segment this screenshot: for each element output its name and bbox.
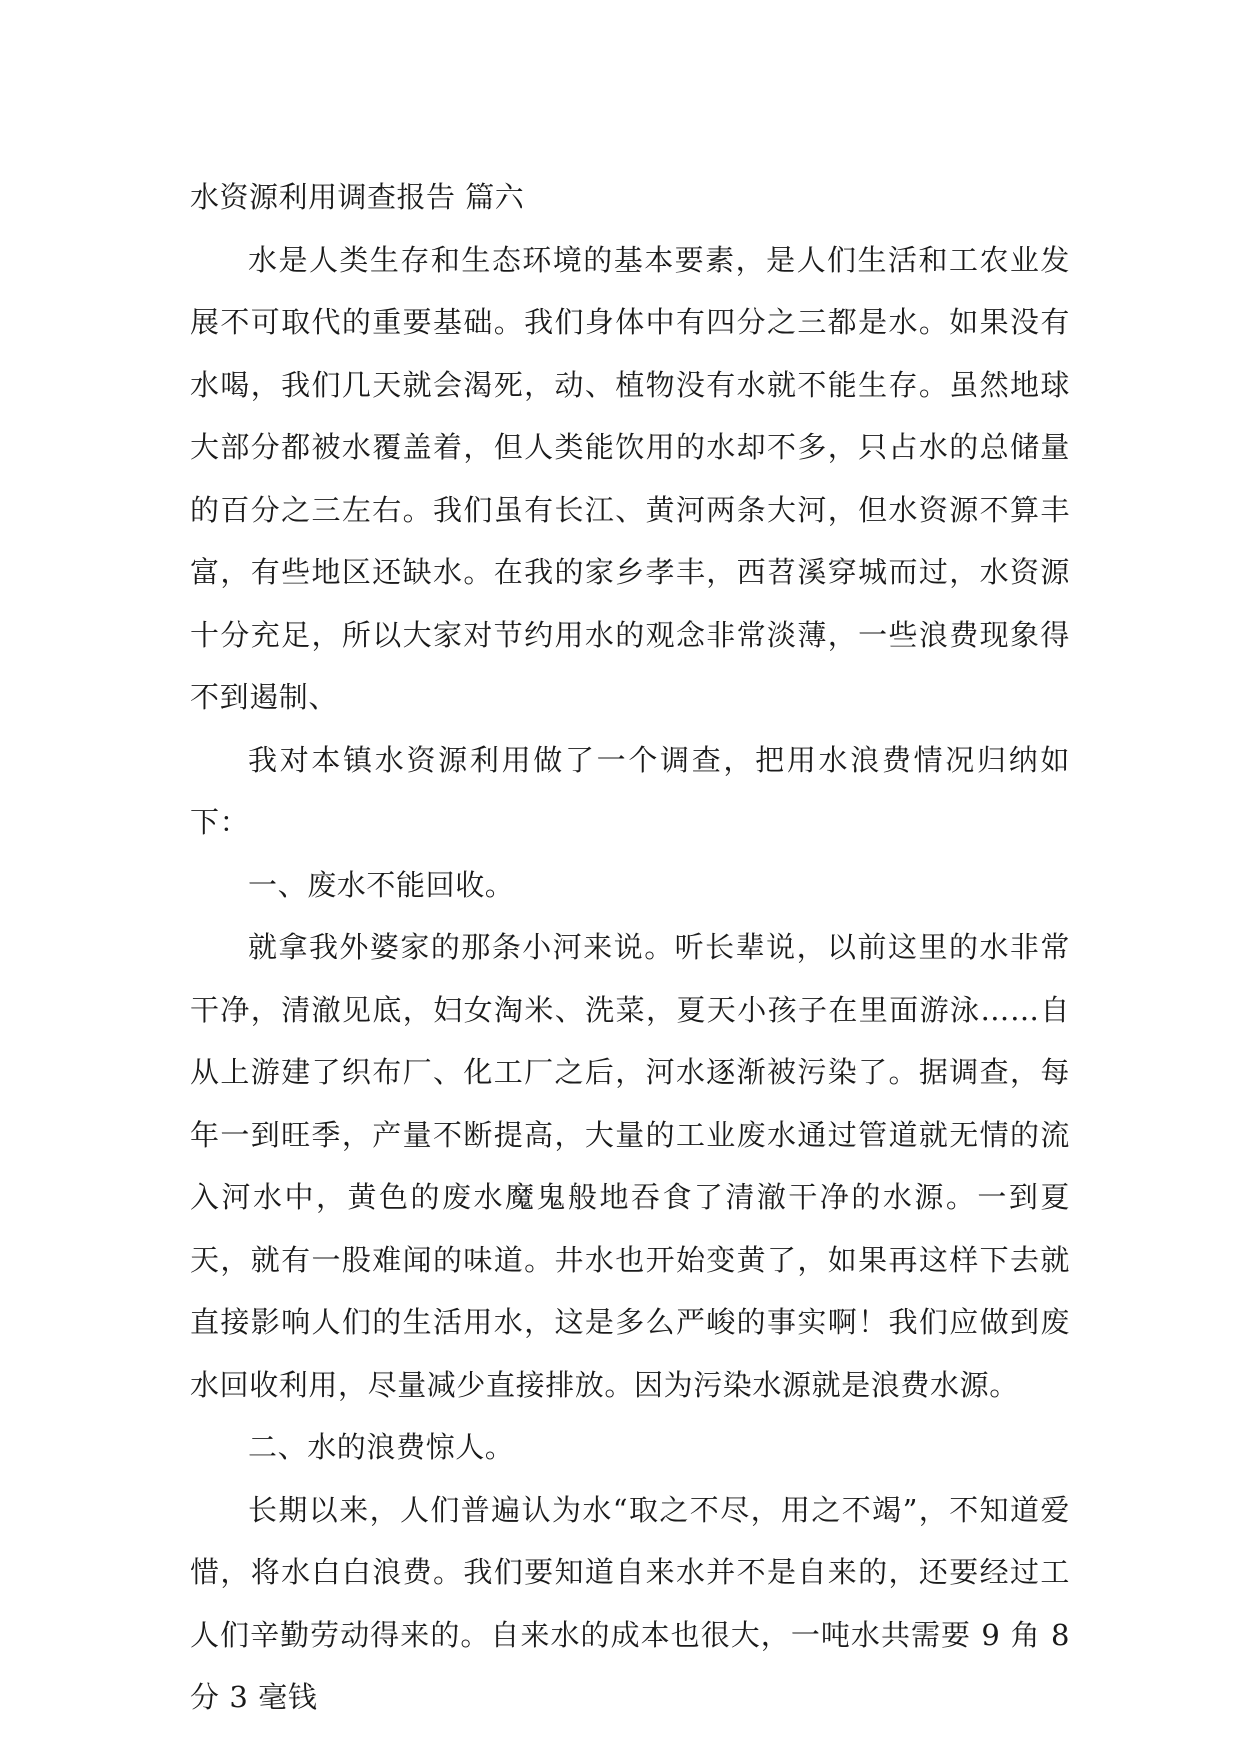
document-title: 水资源利用调查报告 篇六 [190, 180, 525, 214]
section-heading-1: 一、废水不能回收。 [248, 867, 515, 902]
section-heading-2: 二、水的浪费惊人。 [248, 1430, 515, 1464]
document-body [190, 166, 1070, 1729]
paragraph-intro: 水是人类生存和生态环境的基本要素，是人们生活和工农业发展不可取代的重要基础。我们身体中有四分之三都是水。如果没有水喝，我们几天就会渴死，动、植物没有水就不能生存。虽然地球大部分都被水覆盖着，但人类能饮用的水却不多，只占水的总储量的百分之三左右。我们虽有长江、黄河两条大河，但水资源不算丰富，有些地区还缺水。在我的家乡孝丰，西苕溪穿城而过，水资源十分充足，所以大家对节约用水的观念非常淡薄，一些浪费现象得不到遏制、 [190, 242, 1070, 714]
paragraph-waste: 长期以来，人们普遍认为水“取之不尽，用之不竭”，不知道爱惜，将水白白浪费。我们要知道自来水并不是自来的，还要经过工人们辛勤劳动得来的。自来水的成本也很大，一吨水共需要 9 角 8 分 3 毫钱 [190, 1492, 1070, 1714]
paragraph-survey: 我对本镇水资源利用做了一个调查，把用水浪费情况归纳如下： [190, 742, 1070, 839]
paragraph-wastewater: 就拿我外婆家的那条小河来说。听长辈说，以前这里的水非常干净，清澈见底，妇女淘米、洗菜，夏天小孩子在里面游泳……自从上游建了织布厂、化工厂之后，河水逐渐被污染了。据调查，每年一到旺季，产量不断提高，大量的工业废水通过管道就无情的流入河水中，黄色的废水魔鬼般地吞食了清澈干净的水源。一到夏天，就有一股难闻的味道。井水也开始变黄了，如果再这样下去就直接影响人们的生活用水，这是多么严峻的事实啊！我们应做到废水回收利用，尽量减少直接排放。因为污染水源就是浪费水源。 [190, 930, 1070, 1402]
